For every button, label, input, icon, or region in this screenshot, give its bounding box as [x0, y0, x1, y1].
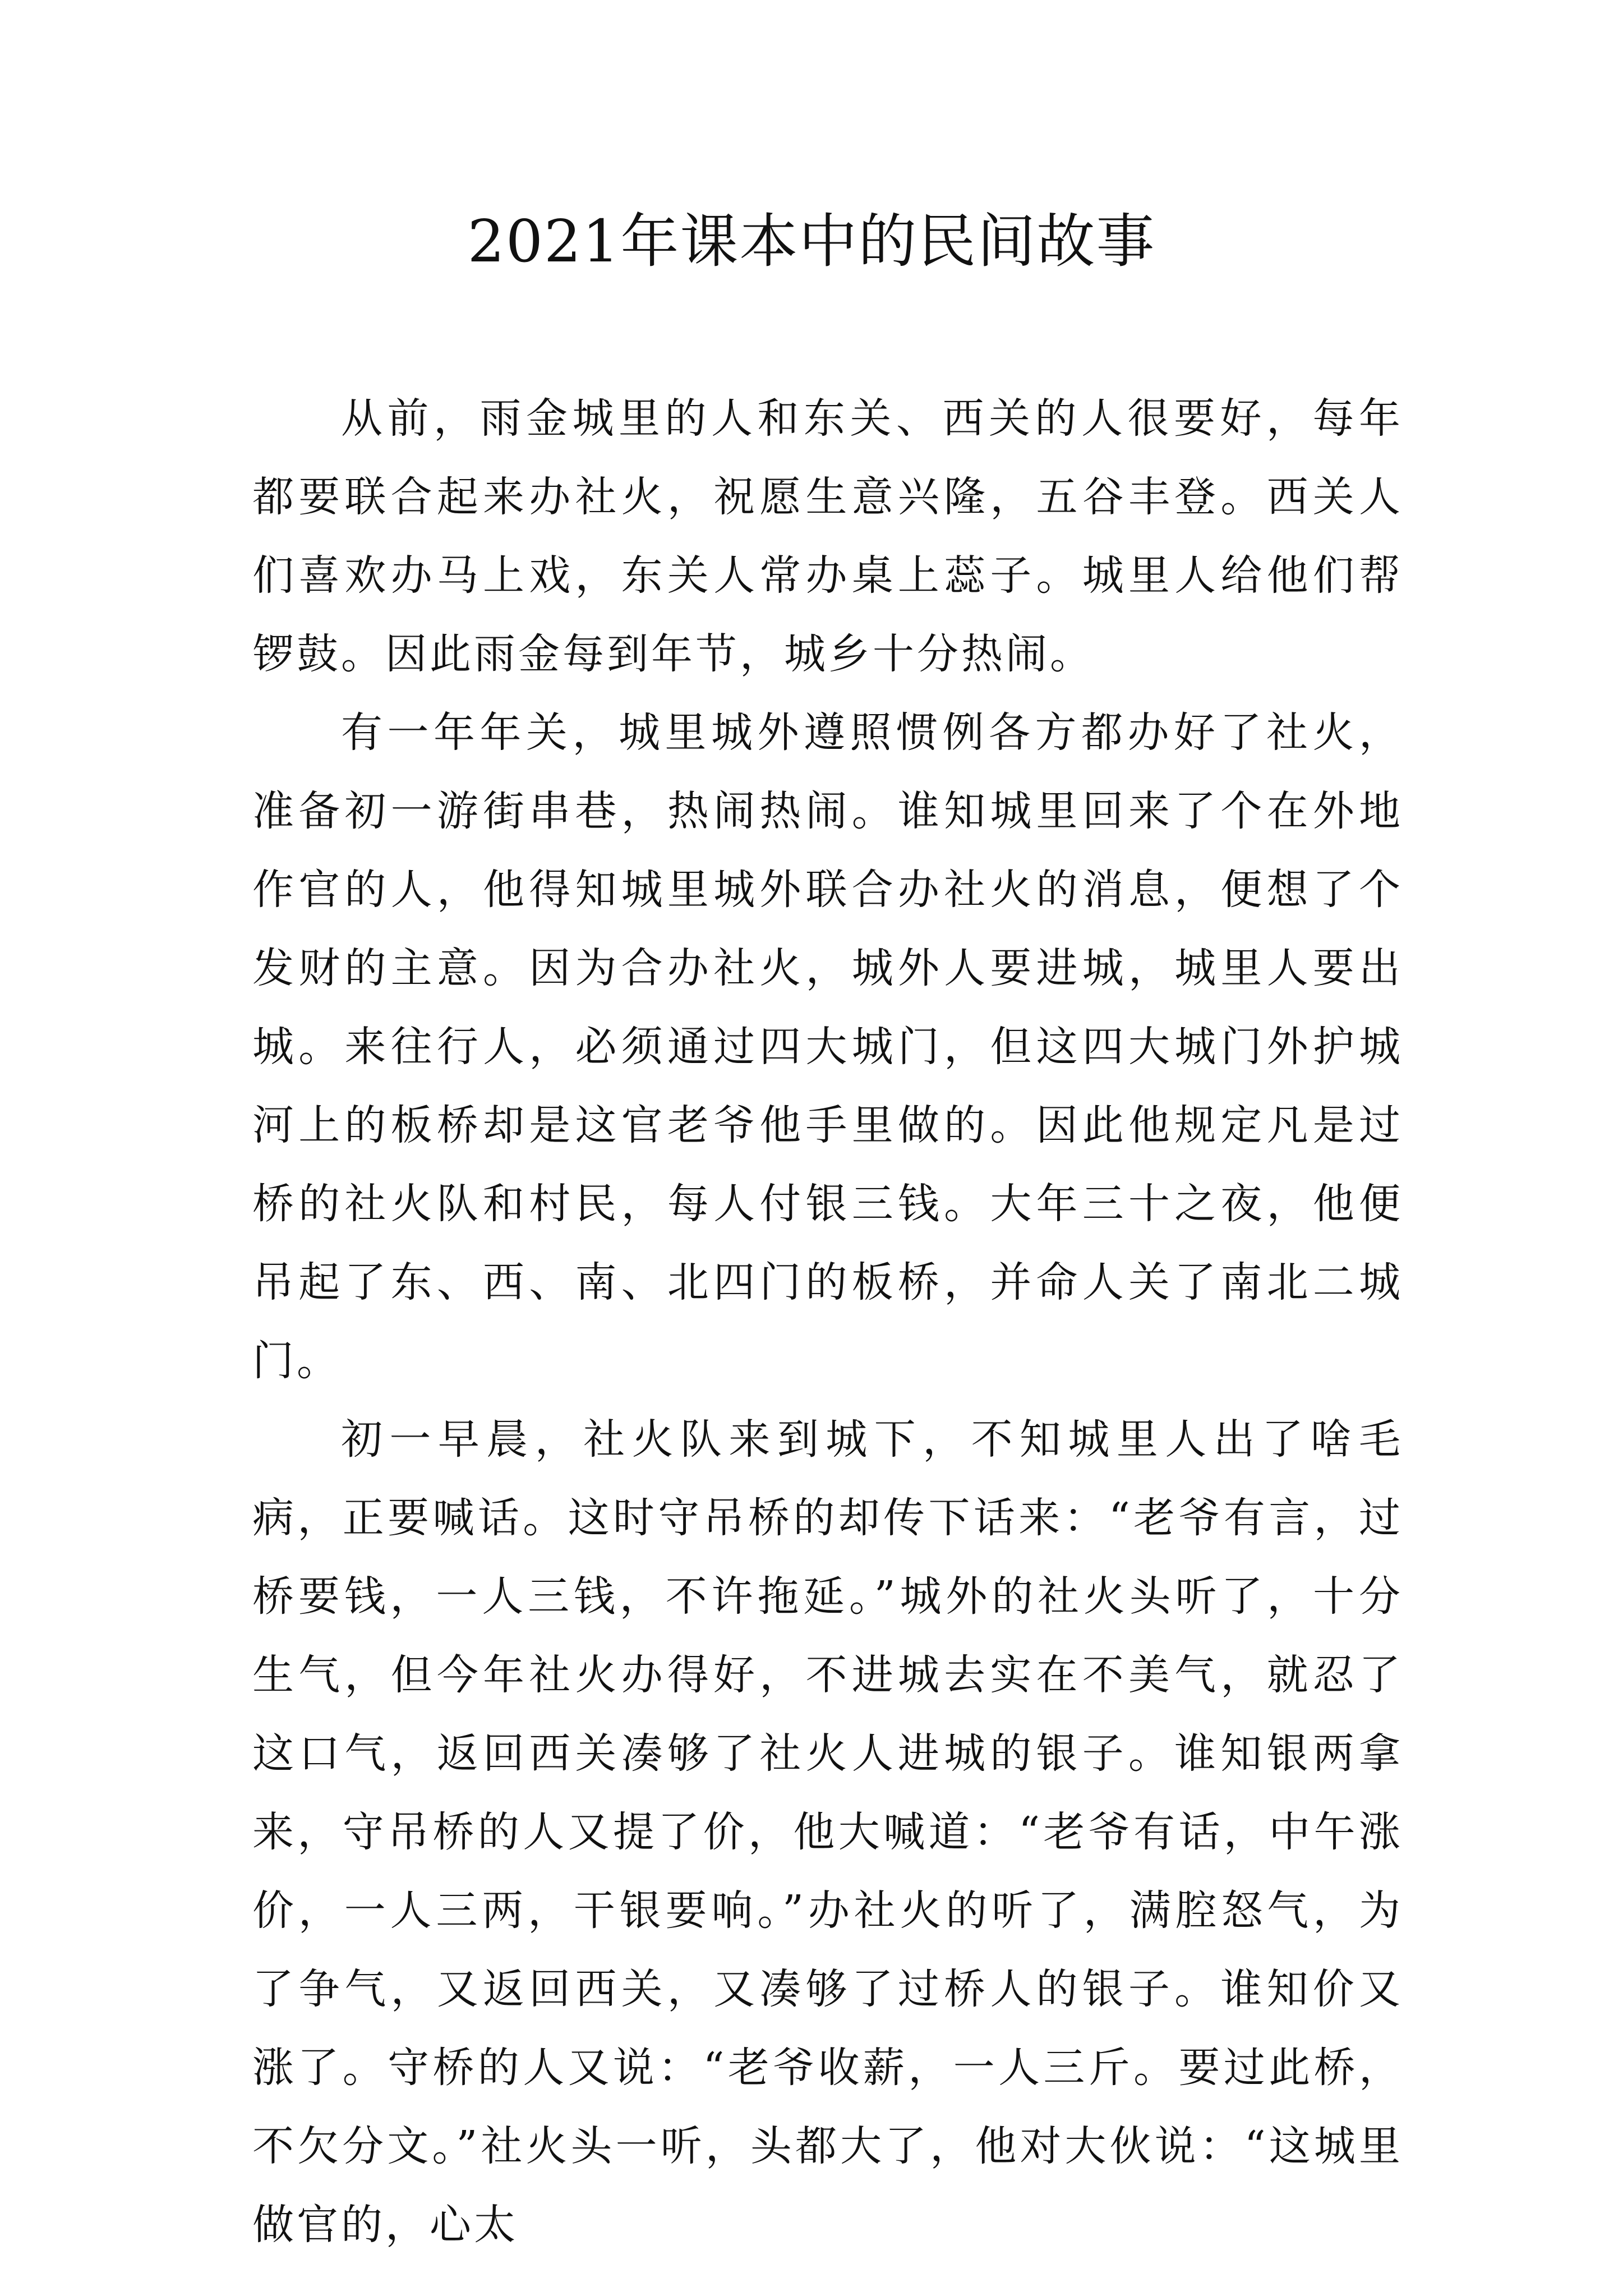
- paragraph-3: 初一早晨，社火队来到城下，不知城里人出了啥毛病，正要喊话。这时守吊桥的却传下话来：“老爷有言，过桥要钱，一人三钱，不许拖延。”城外的社火头听了，十分生气，但今年社火办得好，不进城去实在不美气，就忍了这口气，返回西关凑够了社火人进城的银子。谁知银两拿来，守吊桥的人又提了价，他大喊道：“老爷有话，中午涨价，一人三两，干银要响。”办社火的听了，满腔怒气，为了争气，又返回西关，又凑够了过桥人的银子。谁知价又涨了。守桥的人又说：“老爷收薪，一人三斤。要过此桥，不欠分文。”社火头一听，头都大了，他对大伙说：“这城里做官的，心太: [252, 1415, 1403, 2249]
- paragraph-2: 有一年年关，城里城外遵照惯例各方都办好了社火，准备初一游街串巷，热闹热闹。谁知城里回来了个在外地作官的人，他得知城里城外联合办社火的消息，便想了个发财的主意。因为合办社火，城外人要进城，城里人要出城。来往行人，必须通过四大城门，但这四大城门外护城河上的板桥却是这官老爷他手里做的。因此他规定凡是过桥的社火队和村民，每人付银三钱。大年三十之夜，他便吊起了东、西、南、北四门的板桥，并命人关了南北二城门。: [252, 708, 1403, 1385]
- document-body: [252, 379, 1403, 2264]
- paragraph-1: 从前，雨金城里的人和东关、西关的人很要好，每年都要联合起来办社火，祝愿生意兴隆，五谷丰登。西关人们喜欢办马上戏，东关人常办桌上蕊子。城里人给他们帮锣鼓。因此雨金每到年节，城乡十分热闹。: [252, 394, 1403, 678]
- document-title: 2021年课本中的民间故事: [467, 207, 1156, 275]
